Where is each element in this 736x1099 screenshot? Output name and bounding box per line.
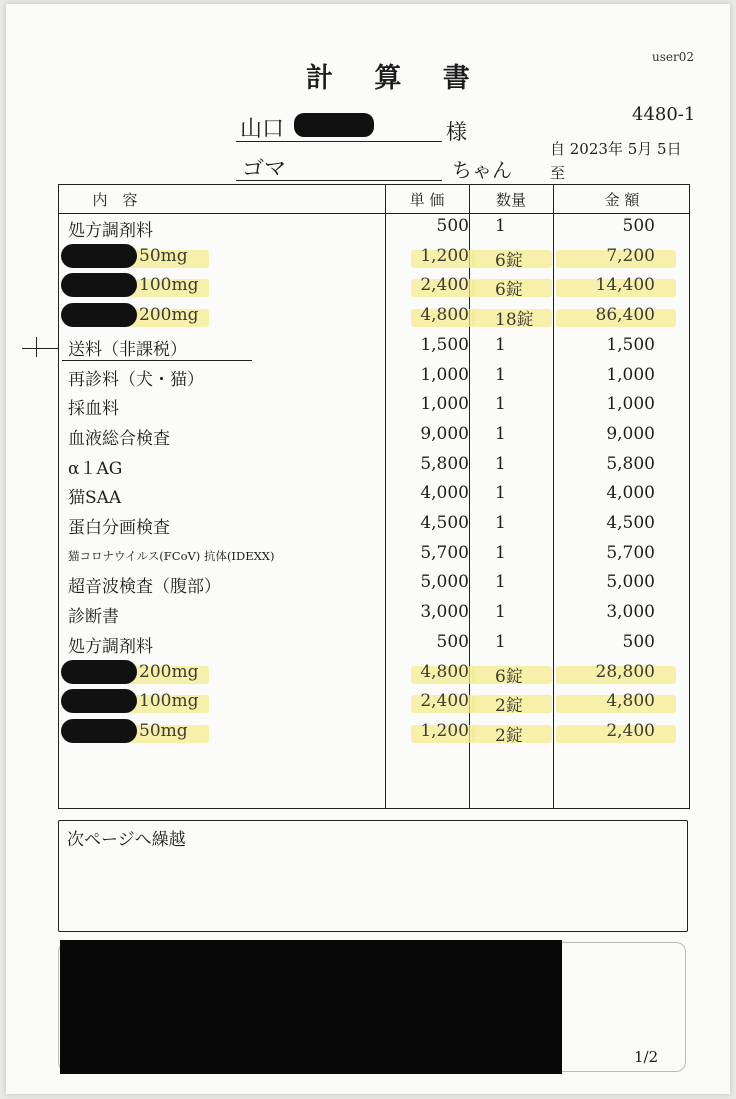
quantity: 1	[495, 216, 506, 236]
item-name: α１AG	[68, 458, 123, 479]
item-name: 50mg	[139, 245, 188, 266]
table-row	[59, 510, 691, 540]
table-row	[59, 659, 691, 689]
footer-redaction	[60, 940, 562, 1074]
table-row	[59, 540, 691, 570]
owner-honorific: 様	[446, 120, 467, 144]
column-header-description: 内 容	[92, 191, 138, 209]
item-name: 診断書	[68, 607, 119, 628]
table-row	[59, 569, 691, 599]
table-row	[59, 599, 691, 629]
redaction-mark	[61, 273, 137, 297]
amount: 9,000	[606, 423, 655, 444]
amount: 2,400	[606, 720, 655, 741]
margin-mark	[22, 348, 58, 349]
pet-name: ゴマ	[242, 157, 287, 182]
item-name: 50mg	[139, 720, 188, 741]
table-row	[59, 718, 691, 748]
table-row	[59, 688, 691, 718]
table-row	[59, 480, 691, 510]
table-row	[59, 629, 691, 659]
table-row	[59, 332, 691, 362]
item-name: 100mg	[139, 275, 199, 296]
amount: 14,400	[595, 275, 655, 296]
invoice-sheet	[6, 4, 730, 1094]
amount: 86,400	[595, 305, 655, 326]
quantity: 1	[495, 423, 506, 444]
table-row	[59, 302, 691, 332]
table-row	[59, 362, 691, 392]
amount: 1,000	[606, 394, 655, 415]
remarks-box	[58, 820, 688, 932]
unit-price: 2,400	[420, 275, 469, 296]
unit-price: 5,000	[420, 572, 469, 593]
unit-price: 500	[436, 216, 469, 236]
document-number: 4480-1	[632, 104, 696, 125]
item-name: 超音波検査（腹部）	[68, 577, 221, 598]
redaction-mark	[61, 689, 137, 713]
redaction-mark	[61, 719, 137, 743]
quantity: 6錠	[495, 666, 523, 687]
quantity: 1	[495, 631, 506, 652]
unit-price: 4,500	[420, 513, 469, 533]
unit-price: 4,800	[420, 305, 469, 326]
unit-price: 1,000	[420, 364, 469, 385]
amount: 28,800	[595, 661, 655, 682]
redaction-mark	[61, 660, 137, 684]
date-to: 至	[550, 164, 566, 182]
item-name: 200mg	[139, 661, 199, 682]
document-title: 計 算 書	[306, 63, 486, 94]
quantity: 1	[495, 513, 506, 533]
table-row	[59, 391, 691, 421]
quantity: 2錠	[495, 696, 523, 717]
redaction-mark	[61, 303, 137, 327]
unit-price: 4,800	[420, 661, 469, 682]
item-name: 猫SAA	[68, 488, 122, 509]
item-name: 蛋白分画検査	[68, 518, 170, 538]
carry-over-note: 次ページへ繰越	[67, 830, 186, 850]
unit-price: 1,000	[420, 394, 469, 415]
unit-price: 1,200	[420, 245, 469, 266]
item-name: 送料（非課税）	[68, 339, 187, 360]
pet-underline	[236, 180, 442, 181]
unit-price: 1,500	[420, 334, 469, 355]
item-name: 再診料（犬・猫）	[68, 369, 204, 390]
column-header-amount: 金 額	[604, 191, 640, 209]
quantity: 1	[495, 572, 506, 593]
table-row	[59, 213, 691, 243]
table-row	[59, 243, 691, 273]
quantity: 6錠	[495, 250, 523, 271]
amount: 500	[622, 631, 655, 652]
item-name: 採血料	[68, 399, 119, 420]
table-row	[59, 272, 691, 302]
item-name: 処方調剤料	[68, 636, 153, 657]
item-name: 200mg	[139, 305, 199, 326]
column-header-unit-price: 単 価	[409, 191, 445, 209]
unit-price: 5,800	[420, 453, 469, 474]
owner-name: 山口	[240, 117, 285, 142]
unit-price: 1,200	[420, 720, 469, 741]
unit-price: 2,400	[420, 691, 469, 712]
quantity: 2錠	[495, 725, 523, 746]
amount: 1,500	[606, 334, 655, 355]
table-row	[59, 421, 691, 451]
unit-price: 9,000	[420, 423, 469, 444]
item-name: 100mg	[139, 691, 199, 712]
unit-price: 5,700	[420, 542, 469, 563]
line-items-table	[58, 184, 690, 809]
table-row	[59, 451, 691, 481]
page-number: 1/2	[634, 1048, 659, 1066]
owner-underline	[236, 141, 442, 142]
unit-price: 4,000	[420, 483, 469, 504]
redaction-mark	[61, 244, 137, 268]
item-name: 処方調剤料	[68, 221, 153, 241]
amount: 5,000	[606, 572, 655, 593]
date-from: 自 2023年 5月 5日	[550, 140, 682, 158]
redaction-mark	[294, 113, 374, 137]
quantity: 1	[495, 334, 506, 355]
unit-price: 500	[436, 631, 469, 652]
quantity: 6錠	[495, 280, 523, 301]
quantity: 1	[495, 542, 506, 563]
quantity: 1	[495, 602, 506, 623]
amount: 1,000	[606, 364, 655, 385]
amount: 5,700	[606, 542, 655, 563]
quantity: 1	[495, 394, 506, 415]
quantity: 1	[495, 364, 506, 385]
column-header-quantity: 数量	[495, 191, 526, 209]
amount: 5,800	[606, 453, 655, 474]
unit-price: 3,000	[420, 602, 469, 623]
amount: 4,800	[606, 691, 655, 712]
pet-honorific: ちゃん	[452, 158, 512, 182]
margin-mark	[36, 337, 37, 357]
amount: 4,500	[606, 513, 655, 533]
quantity: 18錠	[495, 310, 534, 331]
user-tag: user02	[652, 50, 694, 64]
item-name: 血液総合検査	[68, 428, 170, 449]
amount: 4,000	[606, 483, 655, 504]
amount: 7,200	[606, 245, 655, 266]
quantity: 1	[495, 483, 506, 504]
amount: 3,000	[606, 602, 655, 623]
item-name: 猫コロナウイルス(FCoV) 抗体(IDEXX)	[68, 548, 275, 563]
quantity: 1	[495, 453, 506, 474]
amount: 500	[622, 216, 655, 236]
